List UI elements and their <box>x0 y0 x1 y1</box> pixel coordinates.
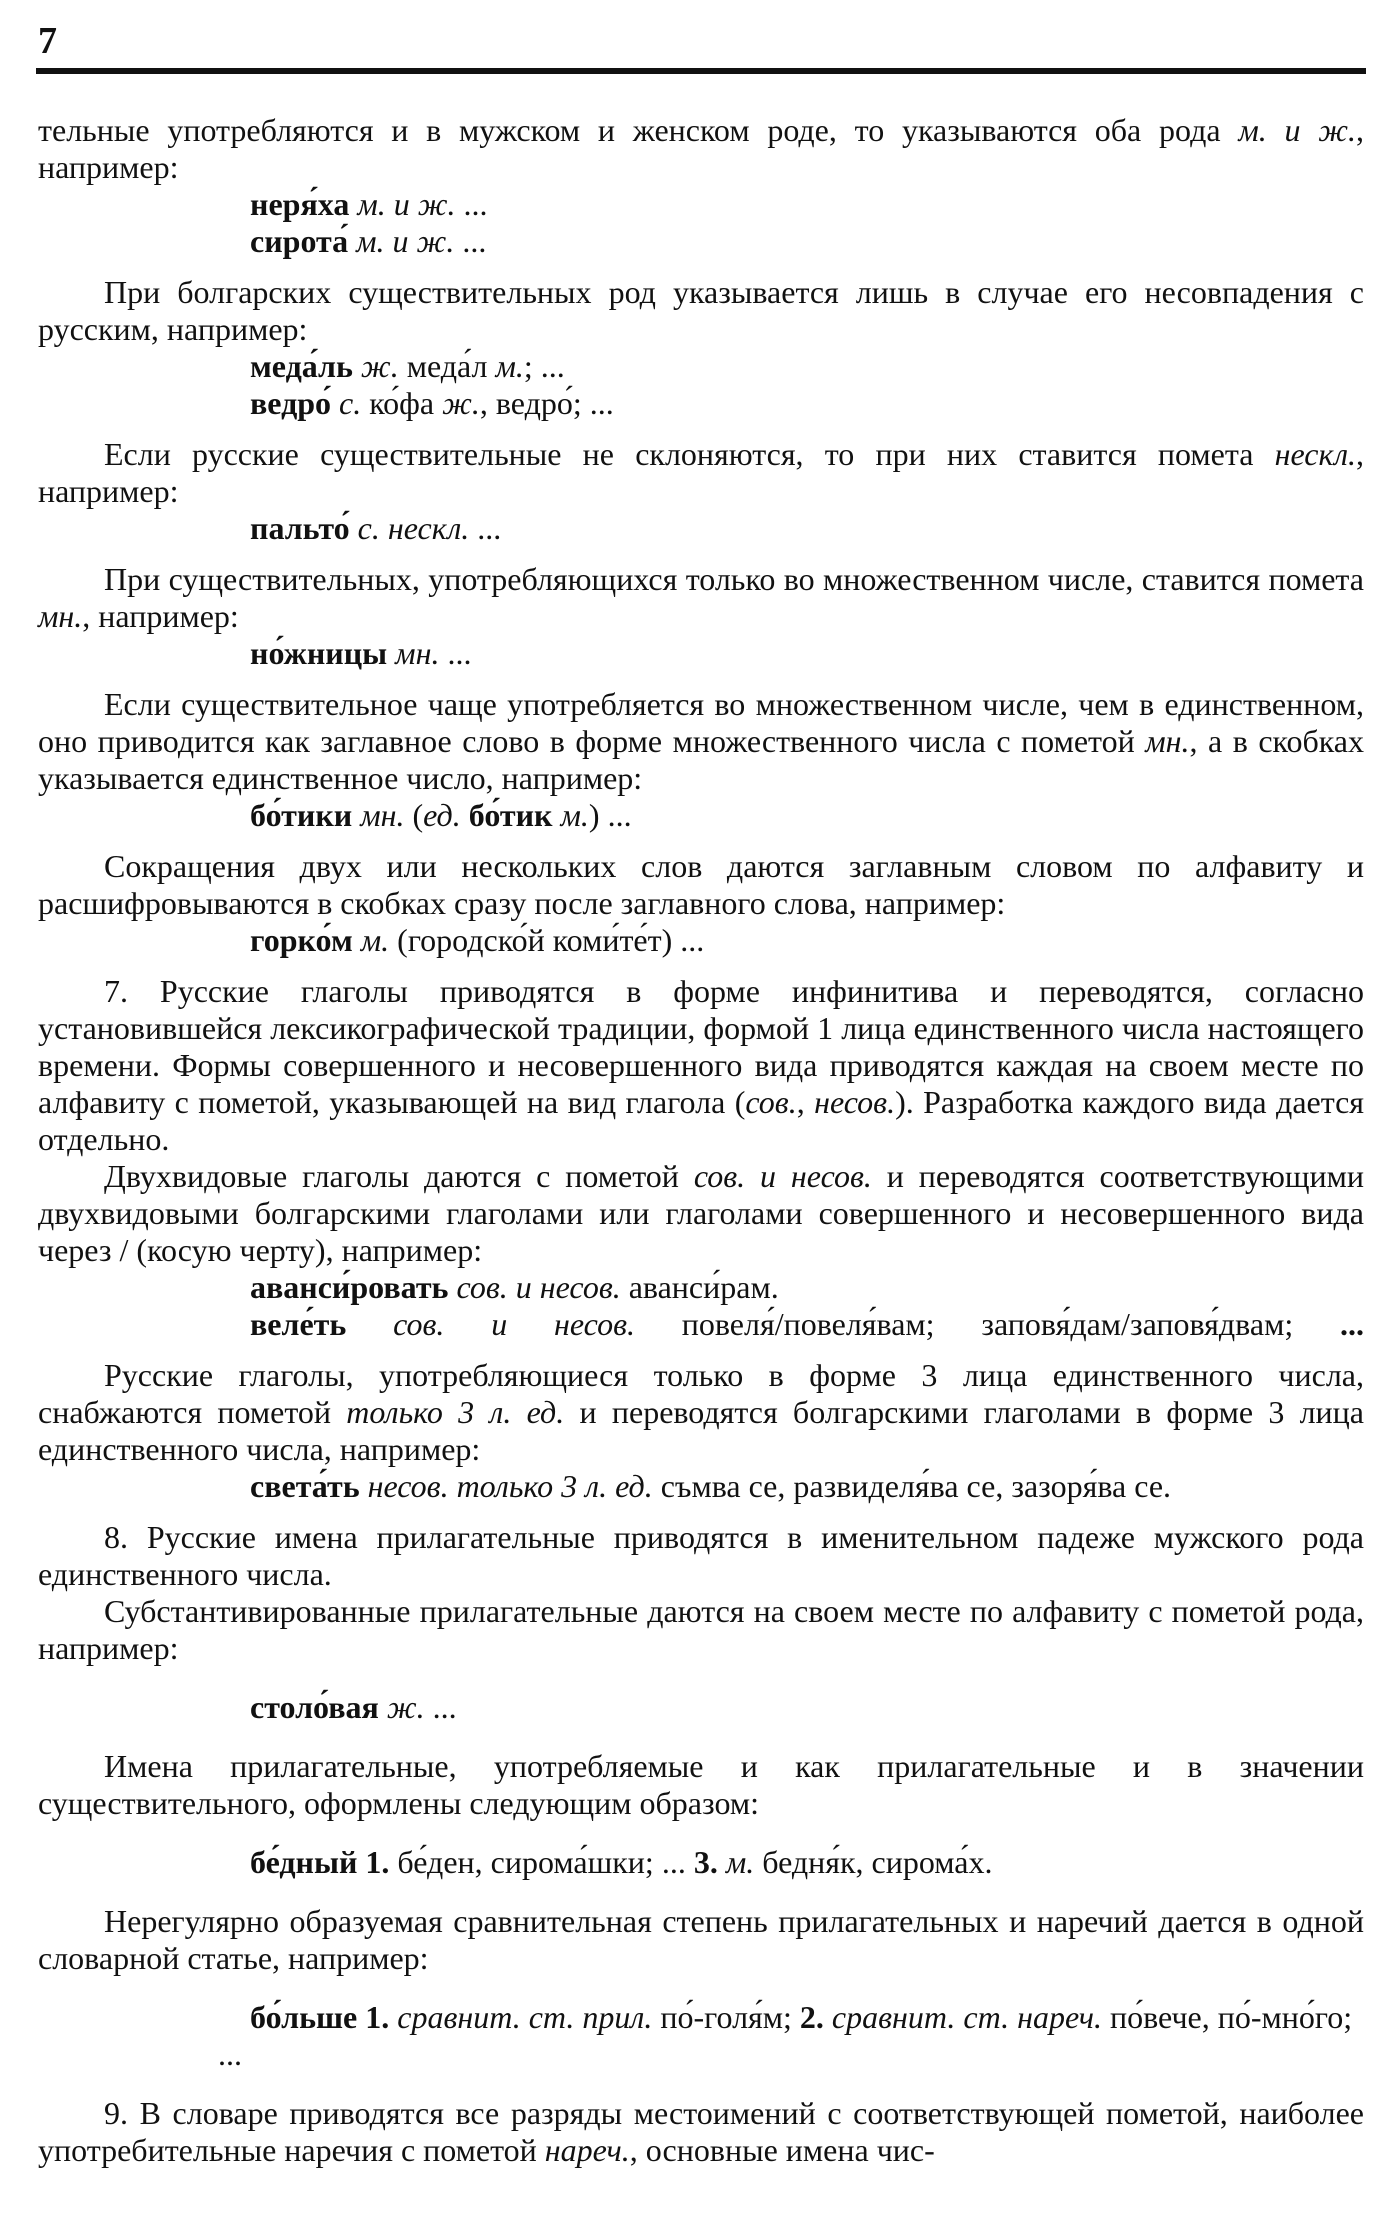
paragraph: Русские глаголы, употребляющиеся только в форме 3 лица единственного числа, снабжаются пометой только 3 л. ед. и переводятся болгарскими глаголами в форме 3 лица единственного числа, например: <box>38 1357 1365 1467</box>
example-entry: неря́ха м. и ж. ... <box>250 186 488 222</box>
paragraph-continued: тельные употребляются и в мужском и женском роде, то указываются оба рода м. и ж., например: <box>38 112 1365 185</box>
paragraph: Имена прилагательные, употребляемые и как прилагательные и в значении существительного, оформлены следующим образом: <box>38 1748 1364 1821</box>
paragraph: Если существительное чаще употребляется во множественном числе, чем в единственном, оно приводится как заглавное слово в форме множественного числа с пометой мн., а в скобках указывается единственное число, например: <box>38 686 1365 796</box>
example-entry: бе́дный 1. бе́ден, сирома́шки; ... 3. м. бедня́к, сирома́х. <box>250 1844 993 1880</box>
paragraph: Субстантивированные прилагательные даются на своем месте по алфавиту с пометой рода, например: <box>38 1593 1364 1666</box>
example-entry: веле́ть сов. и несов. повеля́/повеля́вам; заповя́дам/заповя́двам; ... <box>250 1306 1365 1342</box>
example-entry: света́ть несов. только 3 л. ед. съмва се, развиделя́ва се, зазоря́ва се. <box>250 1468 1172 1504</box>
example-entry: меда́ль ж. меда́л м.; ... <box>250 348 565 384</box>
example-entry: столо́вая ж. ... <box>250 1689 457 1725</box>
example-entry: бо́тики мн. (ед. бо́тик м.) ... <box>250 797 632 833</box>
example-entry: сирота́ м. и ж. ... <box>250 223 487 259</box>
example-entry: пальто́ с. нескл. ... <box>250 510 502 546</box>
page-number: 7 <box>38 20 57 62</box>
example-entry: горко́м м. (городско́й коми́те́т) ... <box>250 922 705 958</box>
body-text <box>38 112 1364 2169</box>
section-9-paragraph: 9. В словаре приводятся все разряды местоимений с соответствующей пометой, наиболее употребительные наречия с пометой нареч., основные имена чис- <box>38 2095 1364 2168</box>
section-7-paragraph: 7. Русские глаголы приводятся в форме инфинитива и переводятся, согласно установившейся лексикографической традиции, формой 1 лица единственного числа настоящего времени. Формы совершенного и несовершенного вида приводятся каждая на своем месте по алфавиту с пометой, указывающей на вид глагола (сов., несов.). Разработка каждого вида дается отдельно. <box>38 973 1365 1157</box>
paragraph: При существительных, употребляющихся только во множественном числе, ставится помета мн., например: <box>38 561 1364 634</box>
paragraph: Сокращения двух или нескольких слов даются заглавным словом по алфавиту и расшифровываются в скобках сразу после заглавного слова, например: <box>38 848 1364 921</box>
example-entry: но́жницы мн. ... <box>250 635 472 671</box>
example-entry: бо́льше 1. сравнит. ст. прил. по́-голя́м; 2. сравнит. ст. нареч. по́вече, по́-мно́го; ... <box>218 1999 1353 2072</box>
example-entry: ведро́ с. ко́фа ж., ведро́; ... <box>250 385 614 421</box>
header-rule <box>36 68 1366 74</box>
paragraph: Если русские существительные не склоняются, то при них ставится помета нескл., например: <box>38 436 1365 509</box>
paragraph: При болгарских существительных род указывается лишь в случае его несовпадения с русским, например: <box>38 274 1364 347</box>
section-8-paragraph: 8. Русские имена прилагательные приводятся в именительном падеже мужского рода единственного числа. <box>38 1519 1364 1592</box>
paragraph: Двухвидовые глаголы даются с пометой сов. и несов. и переводятся соответствующими двухвидовыми болгарскими глаголами или глаголами совершенного и несовершенного вида через / (косую черту), например: <box>38 1158 1365 1268</box>
example-entry: аванси́ровать сов. и несов. аванси́рам. <box>250 1269 779 1305</box>
paragraph: Нерегулярно образуемая сравнительная степень прилагательных и наречий дается в одной словарной статье, например: <box>38 1903 1364 1976</box>
